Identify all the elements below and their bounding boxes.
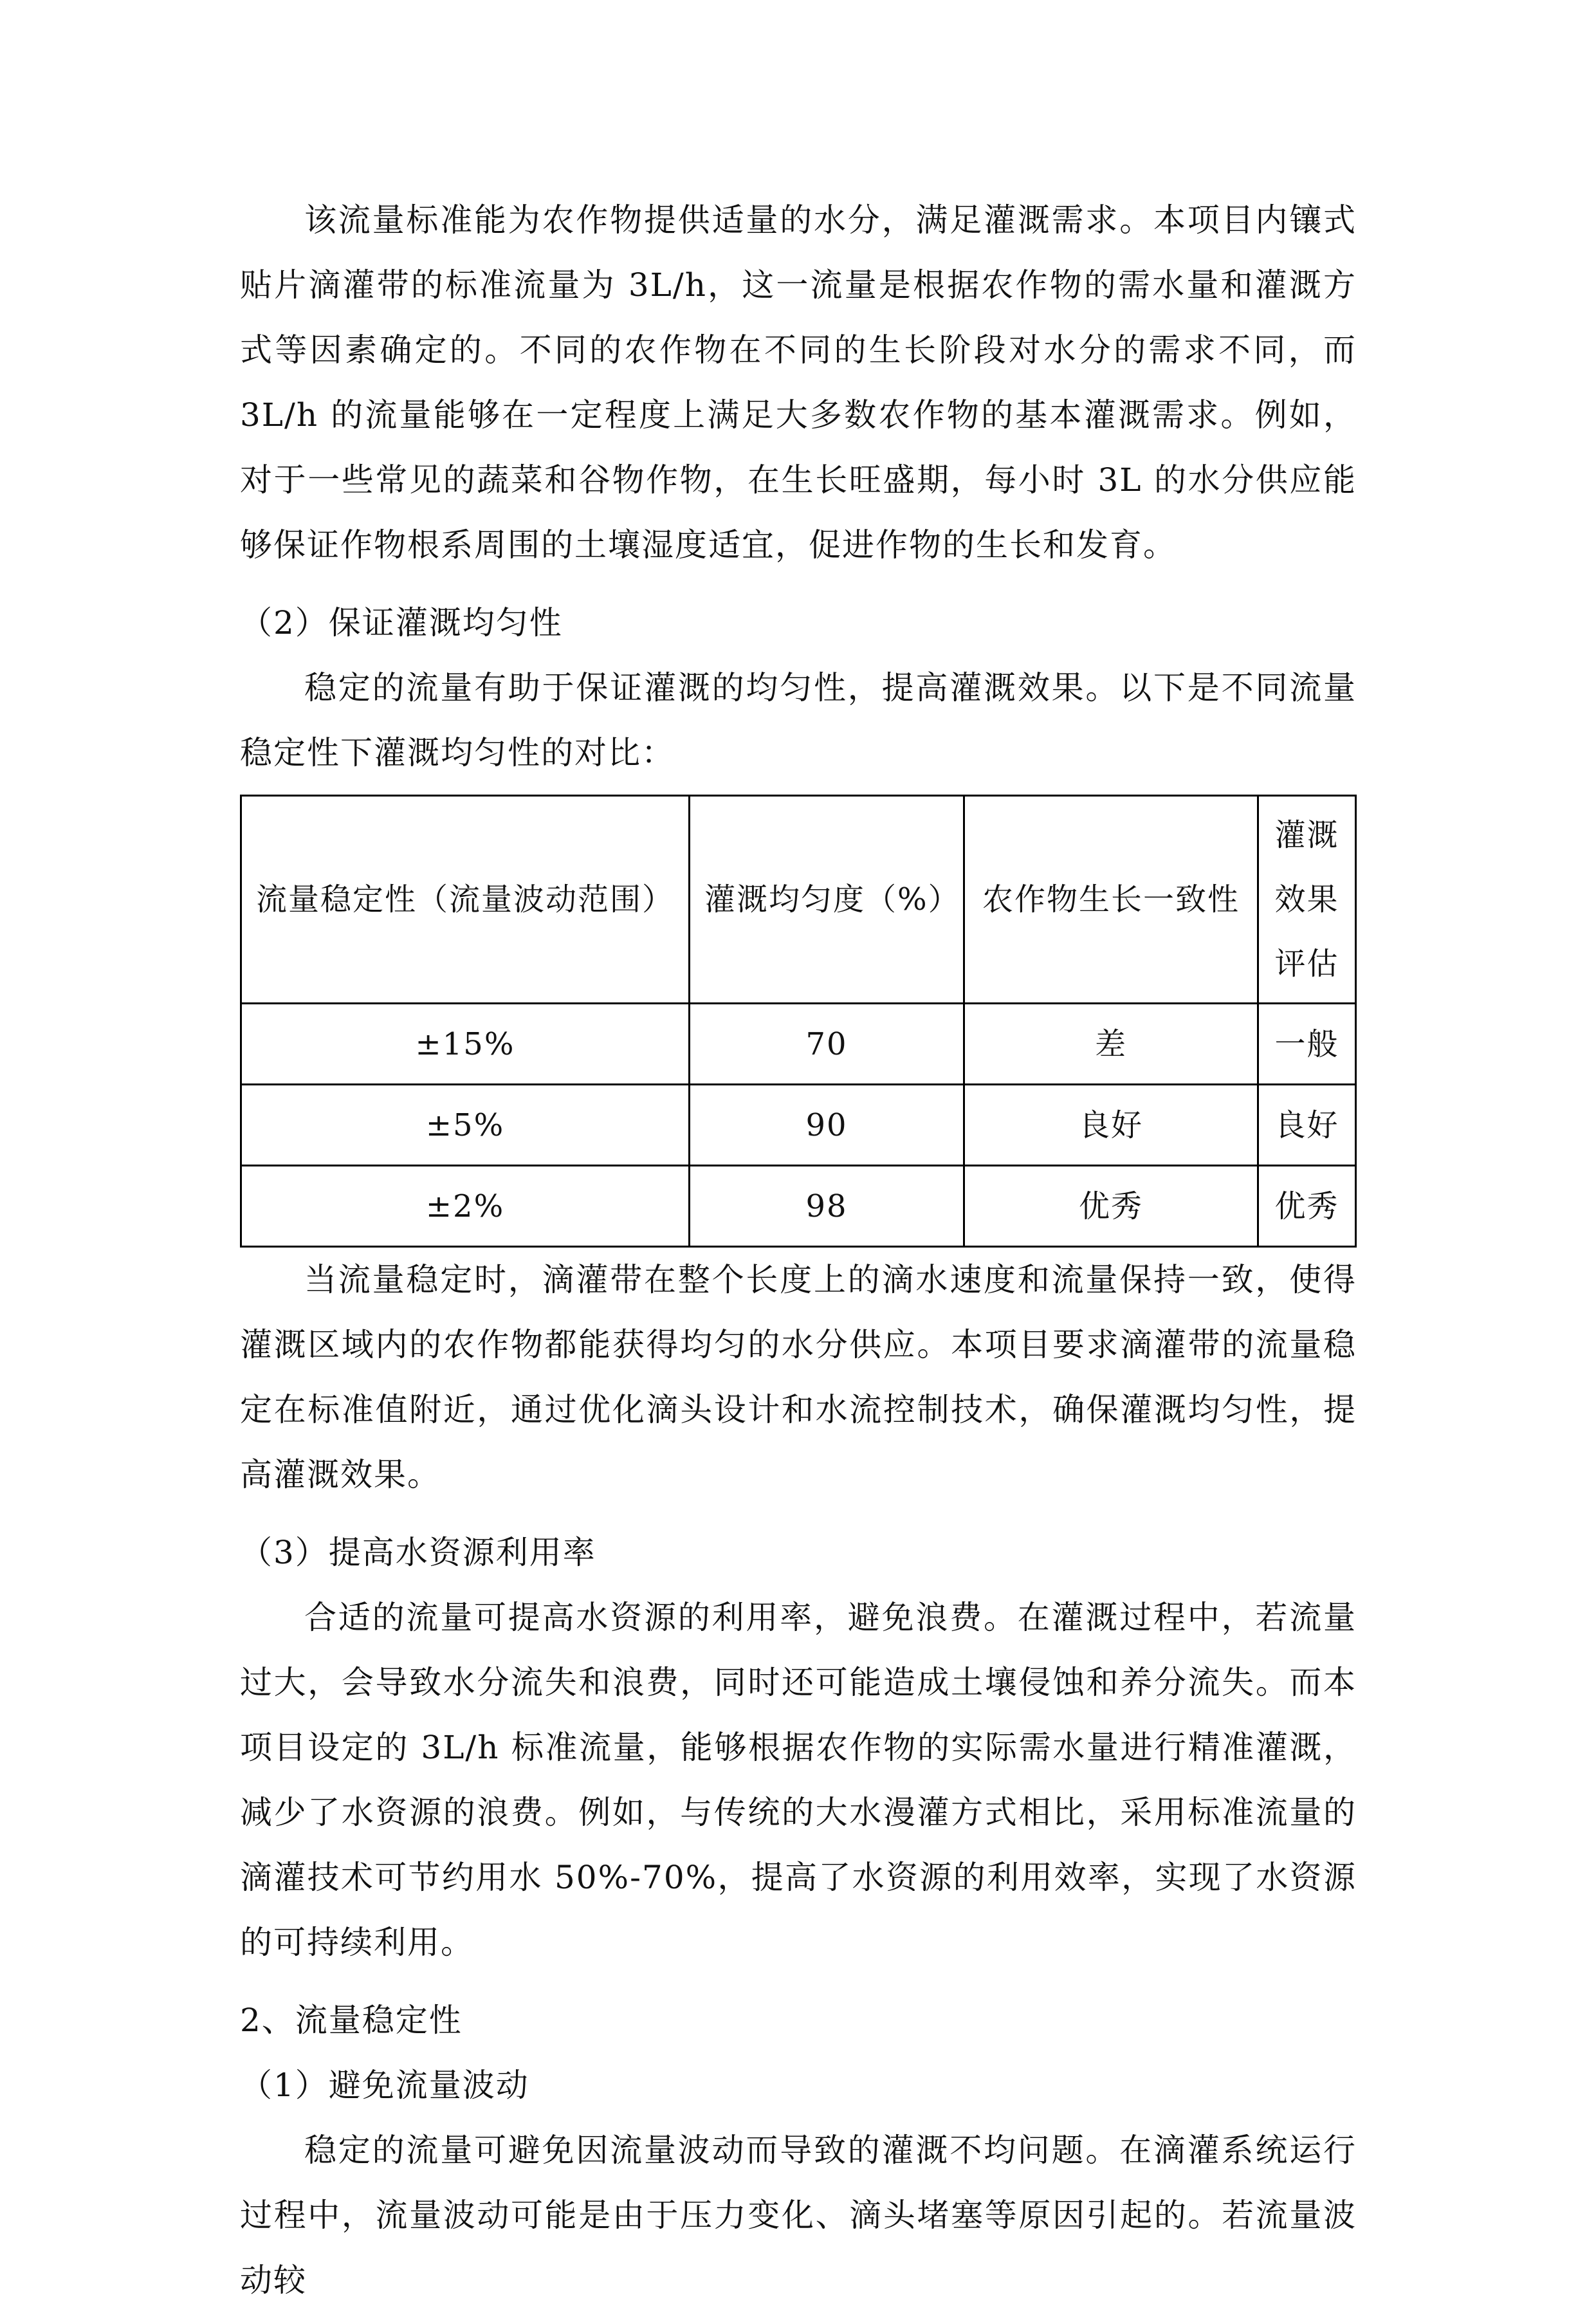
table-cell: 优秀 <box>964 1166 1258 1247</box>
table-header-cell: 农作物生长一致性 <box>964 796 1258 1004</box>
paragraph-water-efficiency: 合适的流量可提高水资源的利用率，避免浪费。在灌溉过程中，若流量过大，会导致水分流失和浪费，同时还可能造成土壤侵蚀和养分流失。而本项目设定的 3L/h 标准流量，能够根据农作物的实际需水量进行精准灌溉，减少了水资源的浪费。例如，与传统的大水漫灌方式相比，采用标准流量的滴灌技术可节约用水 50%-70%，提高了水资源的利用效率，实现了水资源的可持续利用。 <box>240 1599 1357 1961</box>
table-cell: ±15% <box>241 1004 690 1085</box>
table-cell: 一般 <box>1258 1004 1356 1085</box>
spacer <box>240 786 1357 795</box>
spacer <box>240 578 1357 591</box>
document-page <box>240 188 1357 2313</box>
table-row <box>241 1166 1356 1247</box>
paragraph-flow-standard: 该流量标准能为农作物提供适量的水分，满足灌溉需求。本项目内镶式贴片滴灌带的标准流量为 3L/h，这一流量是根据农作物的需水量和灌溉方式等因素确定的。不同的农作物在不同的生长阶段对水分的需求不同，而 3L/h 的流量能够在一定程度上满足大多数农作物的基本灌溉需求。例如，对于一些常见的蔬菜和谷物作物，在生长旺盛期，每小时 3L 的水分供应能够保证作物根系周围的土壤湿度适宜，促进作物的生长和发育。 <box>240 201 1357 564</box>
table-header-cell: 灌溉均匀度（%） <box>690 796 964 1004</box>
section-heading-avoid-fluctuation: （1）避免流量波动 <box>240 2067 529 2104</box>
section-heading-uniformity: （2）保证灌溉均匀性 <box>240 604 563 641</box>
table-header-row <box>241 796 1356 1004</box>
table-cell: 良好 <box>1258 1085 1356 1166</box>
spacer <box>240 1975 1357 1988</box>
table-cell: 90 <box>690 1085 964 1166</box>
table-row <box>241 1085 1356 1166</box>
paragraph-uniformity-after: 当流量稳定时，滴灌带在整个长度上的滴水速度和流量保持一致，使得灌溉区域内的农作物都能获得均匀的水分供应。本项目要求滴灌带的流量稳定在标准值附近，通过优化滴头设计和水流控制技术，确保灌溉均匀性，提高灌溉效果。 <box>240 1261 1357 1493</box>
paragraph-uniformity-intro: 稳定的流量有助于保证灌溉的均匀性，提高灌溉效果。以下是不同流量稳定性下灌溉均匀性的对比： <box>240 669 1357 771</box>
table-cell: 差 <box>964 1004 1258 1085</box>
paragraph-avoid-fluctuation: 稳定的流量可避免因流量波动而导致的灌溉不均问题。在滴灌系统运行过程中，流量波动可能是由于压力变化、滴头堵塞等原因引起的。若流量波动较 <box>240 2132 1357 2299</box>
table-cell: 98 <box>690 1166 964 1247</box>
table-cell: 良好 <box>964 1085 1258 1166</box>
table-header-cell: 流量稳定性（流量波动范围） <box>241 796 690 1004</box>
table-cell: ±2% <box>241 1166 690 1247</box>
table-cell: 70 <box>690 1004 964 1085</box>
table-cell: 优秀 <box>1258 1166 1356 1247</box>
table-header-cell: 灌溉效果评估 <box>1258 796 1356 1004</box>
section-heading-water-efficiency: （3）提高水资源利用率 <box>240 1534 596 1571</box>
spacer <box>240 1507 1357 1520</box>
chapter-heading-flow-stability: 2、流量稳定性 <box>240 2002 463 2039</box>
table-cell: ±5% <box>241 1085 690 1166</box>
table-row <box>241 1004 1356 1085</box>
uniformity-comparison-table <box>240 795 1357 1248</box>
